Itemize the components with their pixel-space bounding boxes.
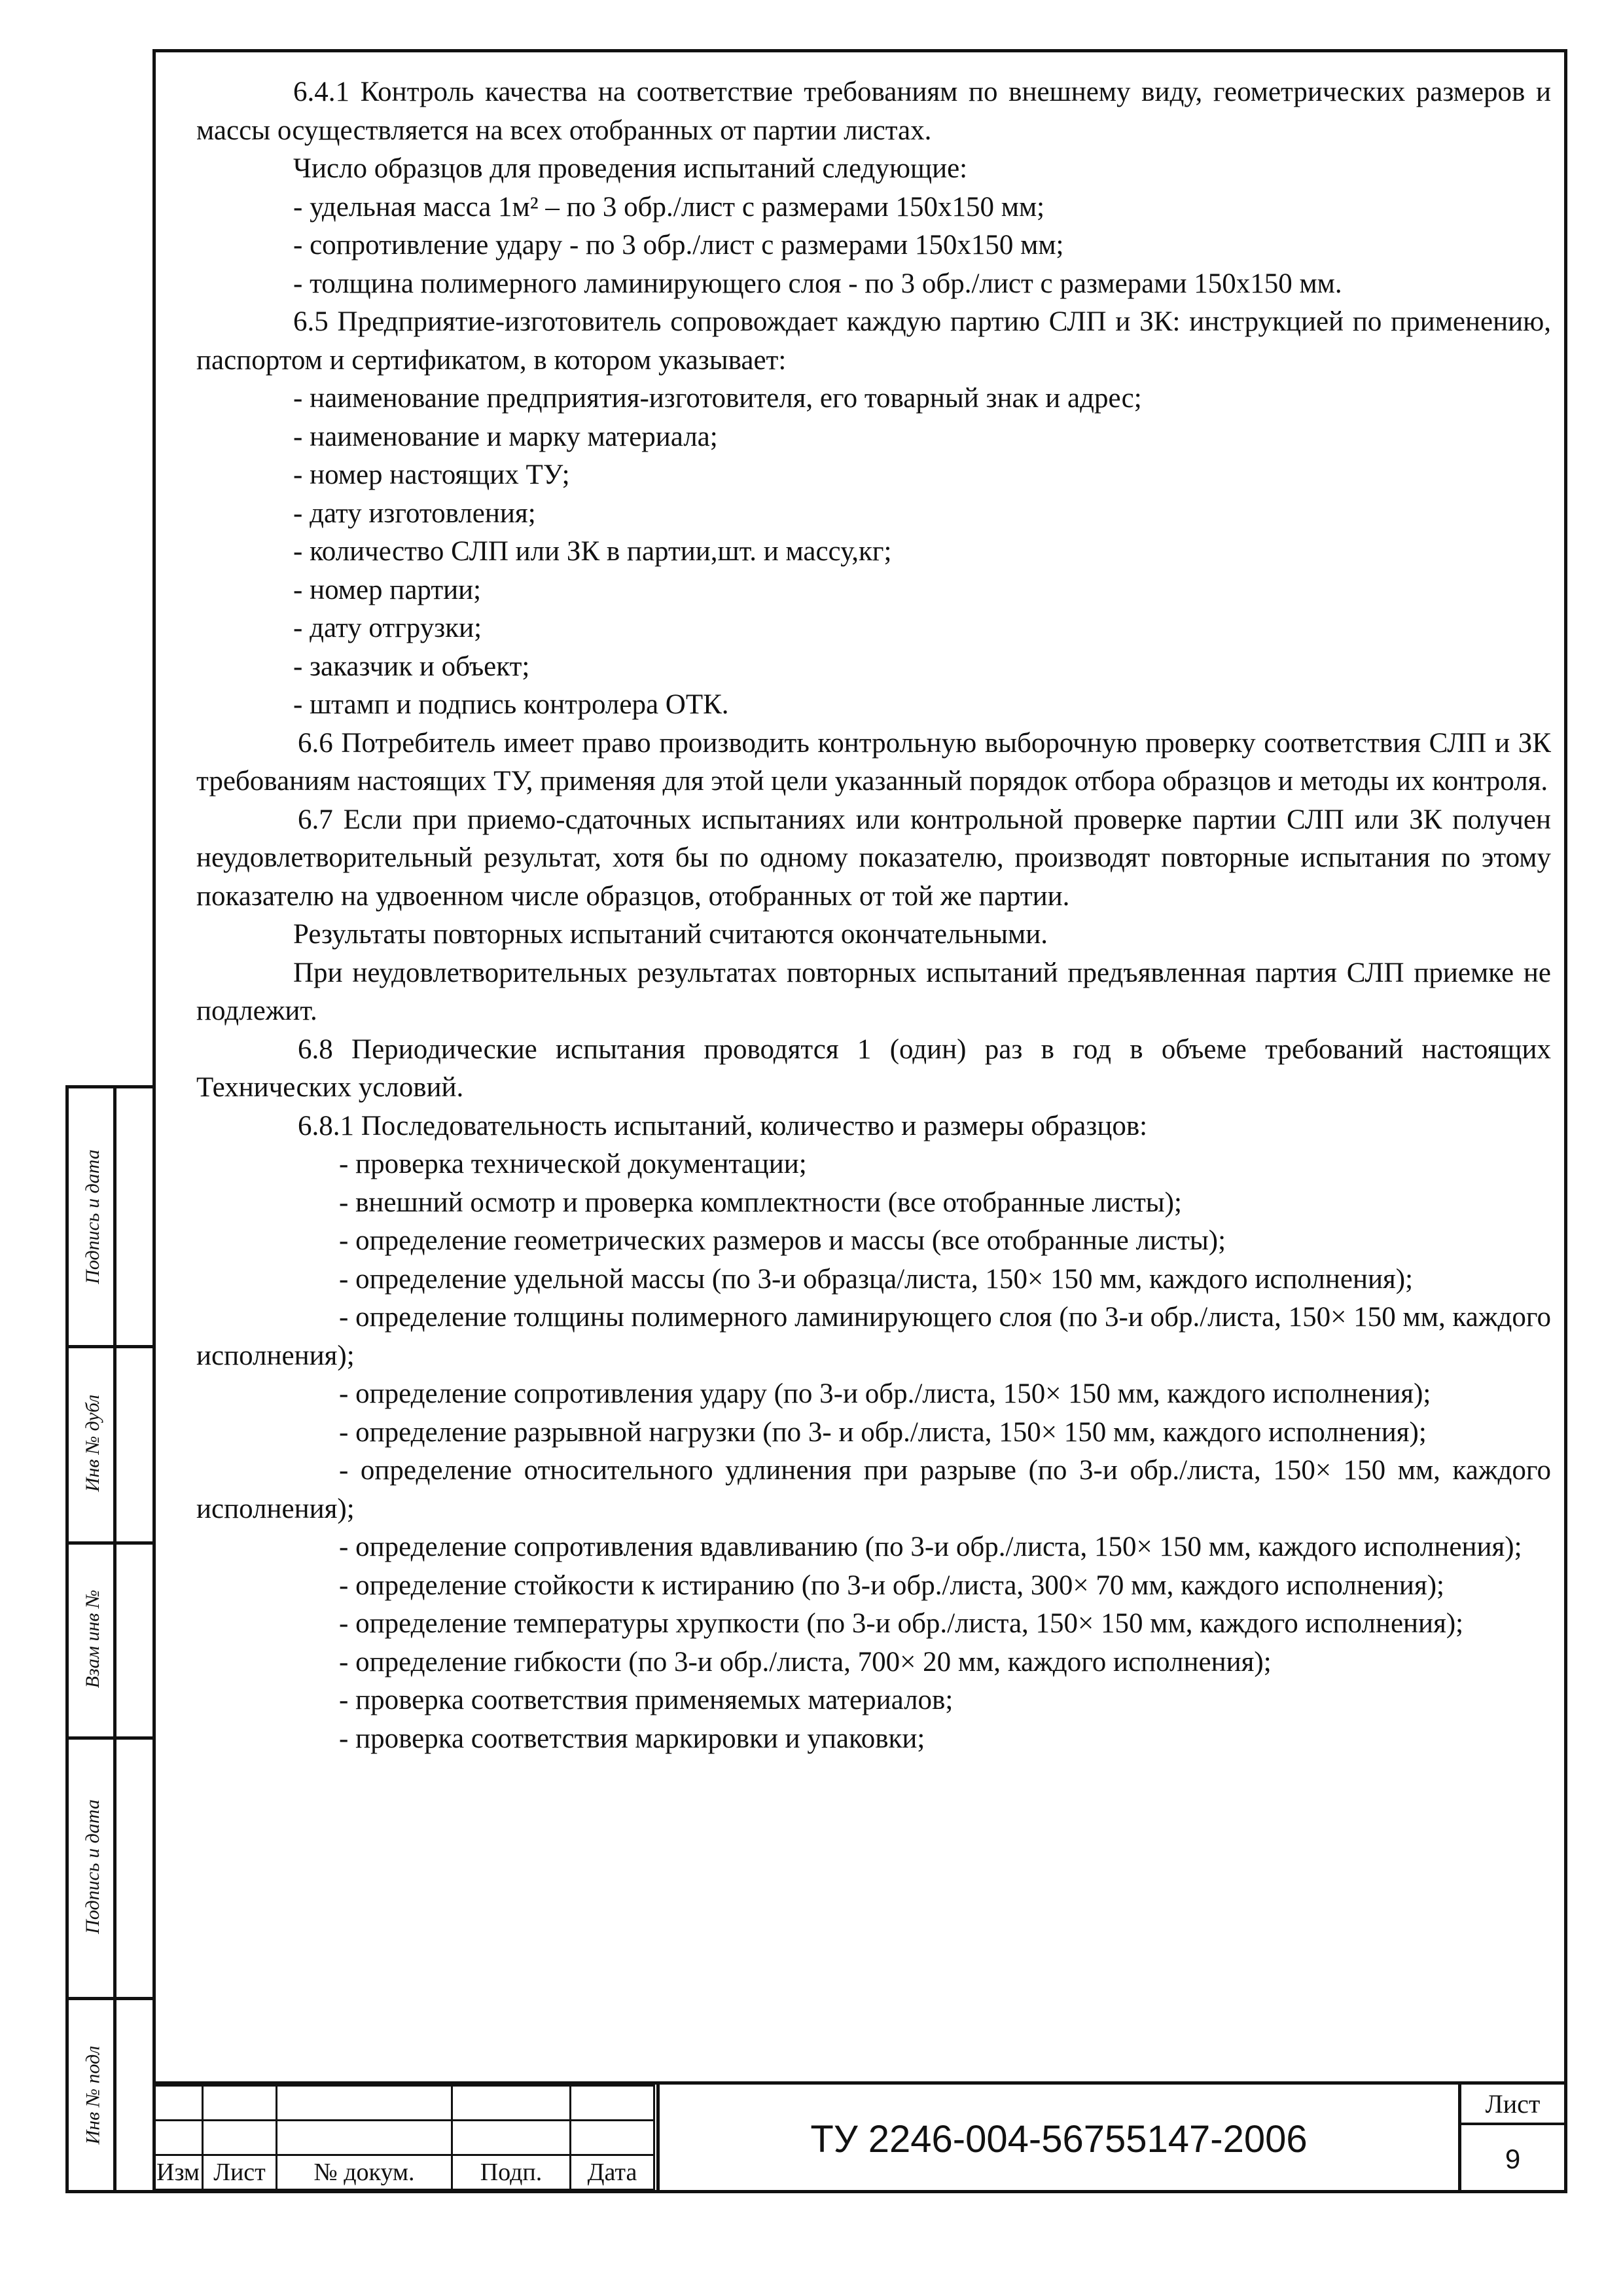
paragraph: - определение гибкости (по 3-и обр./листа, 700× 20 мм, каждого исполнения); <box>339 1646 1272 1677</box>
col-doc: № докум. <box>277 2155 452 2190</box>
strip-label: Подпись и дата <box>82 1149 103 1284</box>
paragraph: 6.8 Периодические испытания проводятся 1 (один) раз в год в объеме требований настоящих Технических условий. <box>196 1033 1551 1103</box>
paragraph: - сопротивление удару - по 3 обр./лист с размерами 150х150 мм; <box>293 230 1064 260</box>
paragraph: - номер партии; <box>293 574 482 605</box>
strip-label: Инв № подл <box>82 2045 103 2145</box>
paragraph: - проверка технической документации; <box>339 1149 807 1179</box>
paragraph: - дату изготовления; <box>293 497 536 529</box>
col-podp: Подп. <box>452 2155 571 2190</box>
paragraph: - наименование и марку материала; <box>293 421 718 452</box>
paragraph: - проверка соответствия маркировки и упаковки; <box>339 1723 925 1754</box>
paragraph: - штамп и подпись контролера ОТК. <box>293 689 729 720</box>
document-body <box>196 73 1551 1758</box>
paragraph: Результаты повторных испытаний считаются окончательными. <box>293 919 1048 950</box>
document-number: ТУ 2246-004-56755147-2006 <box>656 2085 1461 2193</box>
paragraph: 6.6 Потребитель имеет право производить контрольную выборочную проверку соответствия СЛП и ЗК требованиям настоящих ТУ, применяя для этой цели указанный порядок отбора образцов и методы их контроля. <box>196 727 1551 797</box>
paragraph: - определение толщины полимерного ламинирующего слоя (по 3-и обр./листа, 150× 150 мм, каждого исполнения); <box>196 1302 1551 1371</box>
paragraph: - толщина полимерного ламинирующего слоя - по 3 обр./лист с размерами 150х150 мм. <box>293 268 1342 299</box>
paragraph: - определение сопротивления вдавливанию (по 3-и обр./листа, 150× 150 мм, каждого исполнения); <box>339 1532 1522 1562</box>
paragraph: - количество СЛП или ЗК в партии,шт. и массу,кг; <box>293 536 892 567</box>
sheet-label: Лист <box>1461 2085 1564 2125</box>
paragraph: 6.8.1 Последовательность испытаний, количество и размеры образцов: <box>298 1110 1148 1141</box>
paragraph: - наименование предприятия-изготовителя, его товарный знак и адрес; <box>293 383 1142 414</box>
strip-label: Подпись и дата <box>82 1799 103 1934</box>
strip-label: Инв № дубл <box>82 1394 103 1492</box>
paragraph: 6.7 Если при приемо-сдаточных испытаниях или контрольной проверке партии СЛП или ЗК получен неудовлетворительный результат, хотя бы по одному показателю, производят повторные испытания по этому показателю на удвоенном числе образцов, отобранных от той же партии. <box>196 804 1551 912</box>
paragraph: - определение сопротивления удару (по 3-и обр./листа, 150× 150 мм, каждого исполнения); <box>339 1378 1431 1409</box>
paragraph: Число образцов для проведения испытаний следующие: <box>293 153 968 184</box>
paragraph: - определение разрывной нагрузки (по 3- и обр./листа, 150× 150 мм, каждого исполнения); <box>339 1416 1427 1448</box>
paragraph: - проверка соответствия применяемых материалов; <box>339 1685 954 1715</box>
title-block <box>152 2081 1567 2193</box>
paragraph: - номер настоящих ТУ; <box>293 459 570 490</box>
binding-strip <box>65 1085 152 2193</box>
sheet-box <box>1461 2085 1564 2193</box>
paragraph: 6.5 Предприятие-изготовитель сопровождает каждую партию СЛП и ЗК: инструкцией по применению, паспортом и сертификатом, в котором указывает: <box>196 306 1551 376</box>
revision-table <box>152 2085 655 2191</box>
col-data: Дата <box>571 2155 654 2190</box>
paragraph: При неудовлетворительных результатах повторных испытаний предъявленная партия СЛП приемке не подлежит. <box>196 957 1551 1026</box>
col-izm: Изм <box>154 2155 203 2190</box>
paragraph: - определение относительного удлинения при разрыве (по 3-и обр./листа, 150× 150 мм, каждого исполнения); <box>196 1455 1551 1524</box>
paragraph: - определение стойкости к истиранию (по 3-и обр./листа, 300× 70 мм, каждого исполнения); <box>339 1570 1444 1601</box>
col-list: Лист <box>203 2155 277 2190</box>
strip-label: Взам инв № <box>82 1589 103 1689</box>
strip-divider <box>113 1088 116 2190</box>
paragraph: - дату отгрузки; <box>293 613 482 643</box>
paragraph: - определение геометрических размеров и массы (все отобранные листы); <box>339 1225 1226 1256</box>
paragraph: - удельная масса 1м² – по 3 обр./лист с размерами 150х150 мм; <box>293 191 1045 223</box>
paragraph: - заказчик и объект; <box>293 651 530 682</box>
paragraph: - внешний осмотр и проверка комплектности (все отобранные листы); <box>339 1187 1182 1218</box>
paragraph: - определение температуры хрупкости (по 3-и обр./листа, 150× 150 мм, каждого исполнения); <box>339 1608 1464 1639</box>
paragraph: 6.4.1 Контроль качества на соответствие требованиям по внешнему виду, геометрических размеров и массы осуществляется на всех отобранных от партии листах. <box>196 77 1551 146</box>
paragraph: - определение удельной массы (по 3-и образца/листа, 150× 150 мм, каждого исполнения); <box>339 1263 1414 1295</box>
sheet-number: 9 <box>1505 2144 1521 2174</box>
